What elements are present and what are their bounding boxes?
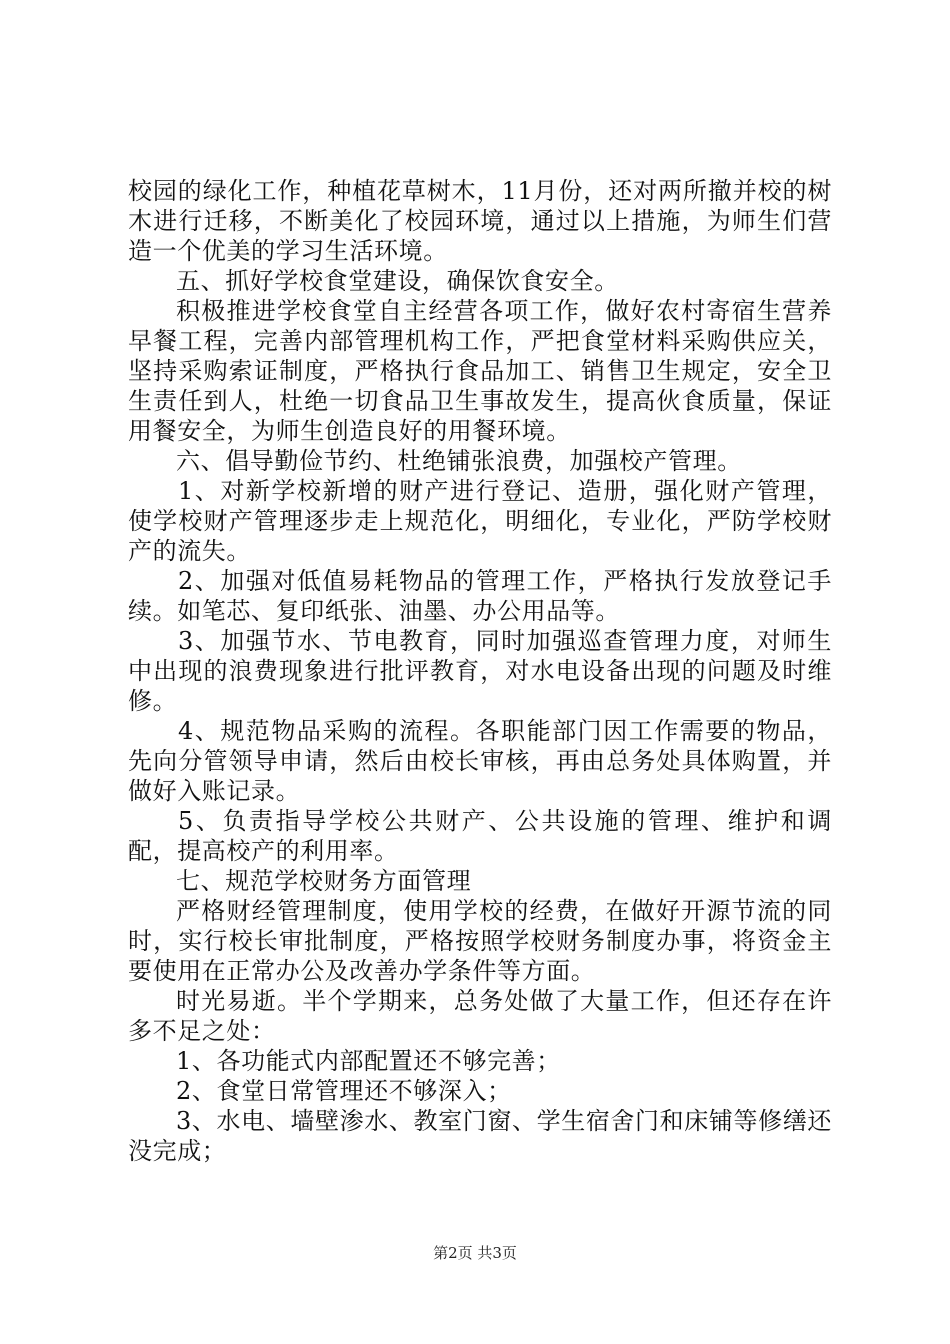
document-body xyxy=(128,176,832,1166)
list-item-shortcoming-1: 1、各功能式内部配置还不够完善； xyxy=(176,1047,561,1075)
heading-finance: 七、规范学校财务方面管理 xyxy=(176,867,472,895)
list-item-property-3: 3、加强节水、节电教育，同时加强巡查管理力度，对师生中出现的浪费现象进行批评教育，对水电设备出现的问题及时维修。 xyxy=(128,627,832,715)
list-item-property-2: 2、加强对低值易耗物品的管理工作，严格执行发放登记手续。如笔芯、复印纸张、油墨、办公用品等。 xyxy=(128,567,832,625)
paragraph-greening: 校园的绿化工作，种植花草树木，11月份，还对两所撤并校的树木进行迁移，不断美化了校园环境，通过以上措施，为师生们营造一个优美的学习生活环境。 xyxy=(128,177,832,265)
heading-property: 六、倡导勤俭节约、杜绝铺张浪费，加强校产管理。 xyxy=(176,447,742,475)
list-item-property-5: 5、负责指导学校公共财产、公共设施的管理、维护和调配，提高校产的利用率。 xyxy=(128,807,832,865)
paragraph-canteen: 积极推进学校食堂自主经营各项工作，做好农村寄宿生营养早餐工程，完善内部管理机构工作，严把食堂材料采购供应关，坚持采购索证制度，严格执行食品加工、销售卫生规定，安全卫生责任到人，杜绝一切食品卫生事故发生，提高伙食质量，保证用餐安全，为师生创造良好的用餐环境。 xyxy=(128,297,832,445)
paragraph-finance: 严格财经管理制度，使用学校的经费，在做好开源节流的同时，实行校长审批制度，严格按照学校财务制度办事，将资金主要使用在正常办公及改善办学条件等方面。 xyxy=(128,897,832,985)
list-item-shortcoming-3: 3、水电、墙壁渗水、教室门窗、学生宿舍门和床铺等修缮还没完成； xyxy=(128,1107,832,1165)
list-item-property-1: 1、对新学校新增的财产进行登记、造册，强化财产管理，使学校财产管理逐步走上规范化，明细化，专业化，严防学校财产的流失。 xyxy=(128,477,832,565)
list-item-shortcoming-2: 2、食堂日常管理还不够深入； xyxy=(176,1077,512,1105)
paragraph-summary: 时光易逝。半个学期来，总务处做了大量工作，但还存在许多不足之处： xyxy=(128,987,832,1045)
list-item-property-4: 4、规范物品采购的流程。各职能部门因工作需要的物品，先向分管领导申请，然后由校长审核，再由总务处具体购置，并做好入账记录。 xyxy=(128,717,832,805)
page-number-footer: 第2页 共3页 xyxy=(433,1244,517,1262)
heading-canteen: 五、抓好学校食堂建设，确保饮食安全。 xyxy=(176,267,619,295)
